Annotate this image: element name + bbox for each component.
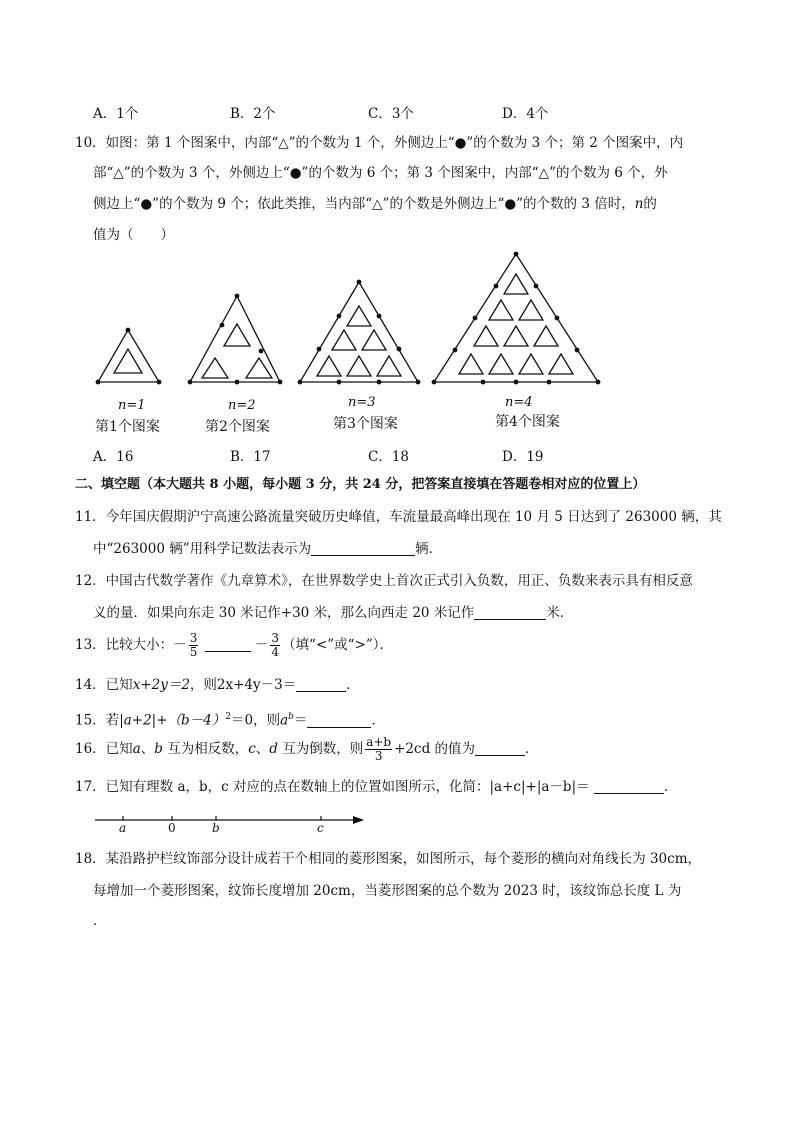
pattern-1 xyxy=(98,330,159,382)
fig1-n-label: n=1 xyxy=(118,398,146,413)
q9-option-c: C．3个 xyxy=(368,106,414,122)
q18-line3: ． xyxy=(93,913,107,929)
section2-title: 二、填空题（本大题共 8 小题，每小题 3 分，共 24 分，把答案直接填在答题卷相对应的位置上） xyxy=(75,477,646,492)
fig3-n-label: n=3 xyxy=(348,395,376,410)
q10-line3: 侧边上“●”的个数为 9 个；依此类推，当内部“△”的个数是外侧边上“●”的个数的 3 倍时，n的 xyxy=(93,196,657,212)
triangle-patterns-figure xyxy=(85,248,615,398)
axis-label-b: b xyxy=(212,821,220,835)
q17-line: 17．已知有理数 a，b，c 对应的点在数轴上的位置如图所示，化简：|a+c|+|a－b|＝ ． xyxy=(75,779,678,795)
q12-line1: 12．中国古代数学著作《九章算术》，在世界数学史上首次正式引入负数，用正、负数来表示具有相反意 xyxy=(75,573,693,589)
pattern-4 xyxy=(434,254,598,382)
q11-answer-blank[interactable] xyxy=(311,541,415,556)
q14-line: 14．已知x+2y＝2，则2x+4y－3＝ ． xyxy=(75,677,360,693)
q13-fraction-2: $\frac{3}{4}$ xyxy=(271,631,280,659)
pattern-2-dots xyxy=(188,294,283,385)
q18-line2: 每增加一个菱形图案，纹饰长度增加 20cm，当菱形图案的总个数为 2023 时，该纹饰总长度 L 为 xyxy=(93,883,682,899)
q10-option-a: A．16 xyxy=(93,449,134,465)
q18-line1: 18．某沿路护栏纹饰部分设计成若干个相同的菱形图案，如图所示，每个菱形的横向对角线长为 30cm， xyxy=(75,851,702,867)
q16-fraction: $\frac{a+b}{3}$ xyxy=(366,735,392,763)
number-line xyxy=(90,808,370,838)
q11-line2: 中“263000 辆”用科学记数法表示为 辆． xyxy=(93,541,443,557)
q15-answer-blank[interactable] xyxy=(307,713,371,728)
q9-option-d: D．4个 xyxy=(502,106,549,122)
q9-option-b: B．2个 xyxy=(230,106,276,122)
q10-line4: 值为（ ） xyxy=(93,227,174,243)
q12-answer-blank[interactable] xyxy=(474,605,546,620)
pattern-4-dots xyxy=(432,252,601,385)
fig4-caption: 第4个图案 xyxy=(495,414,560,430)
q13-fraction-1: $\frac{3}{5}$ xyxy=(189,631,198,659)
fig4-n-label: n=4 xyxy=(505,395,533,410)
q13-line: 13．比较大小：－ $\frac{3}{5}$ － $\frac{3}{4}$ （填“<”或“>”）． xyxy=(75,631,394,659)
q14-answer-blank[interactable] xyxy=(296,677,346,692)
pattern-3-dots xyxy=(298,280,421,385)
fig1-caption: 第1个图案 xyxy=(95,419,160,435)
pattern-3 xyxy=(300,282,418,382)
q11-line1: 11．今年国庆假期沪宁高速公路流量突破历史峰值，车流量最高峰出现在 10 月 5 日达到了 263000 辆，其 xyxy=(75,509,722,525)
fig2-n-label: n=2 xyxy=(228,398,256,413)
q13-answer-blank[interactable] xyxy=(205,637,251,652)
q17-answer-blank[interactable] xyxy=(594,779,664,794)
axis-label-0: 0 xyxy=(168,821,176,835)
axis-label-a: a xyxy=(119,821,127,835)
q10-line1: 10．如图：第 1 个图案中，内部“△”的个数为 1 个，外侧边上“●”的个数为 3 个；第 2 个图案中，内 xyxy=(75,135,684,151)
q10-option-d: D．19 xyxy=(502,449,544,465)
number-line-arrow-icon xyxy=(353,816,364,824)
q10-option-c: C．18 xyxy=(368,449,410,465)
q12-line2: 义的量．如果向东走 30 米记作+30 米，那么向西走 20 米记作 米． xyxy=(93,605,574,621)
q16-answer-blank[interactable] xyxy=(475,741,525,756)
fig3-caption: 第3个图案 xyxy=(333,416,398,432)
pattern-2 xyxy=(190,296,280,382)
q15-line: 15．若$|a+2|+(b-4)^2=0$，则$a^b=$ ． xyxy=(75,712,385,729)
fig2-caption: 第2个图案 xyxy=(205,419,270,435)
axis-label-c: c xyxy=(317,821,324,835)
q16-line: 16．已知a、b 互为相反数，c、d 互为倒数，则 $\frac{a+b}{3}$ +2cd 的值为 ． xyxy=(75,735,539,763)
q10-line2: 部“△”的个数为 3 个，外侧边上“●”的个数为 6 个；第 3 个图案中，内部“△”的个数为 6 个，外 xyxy=(93,165,668,181)
q10-option-b: B．17 xyxy=(230,449,271,465)
q9-option-a: A．1个 xyxy=(93,106,139,122)
pattern-1-dots xyxy=(96,328,162,385)
